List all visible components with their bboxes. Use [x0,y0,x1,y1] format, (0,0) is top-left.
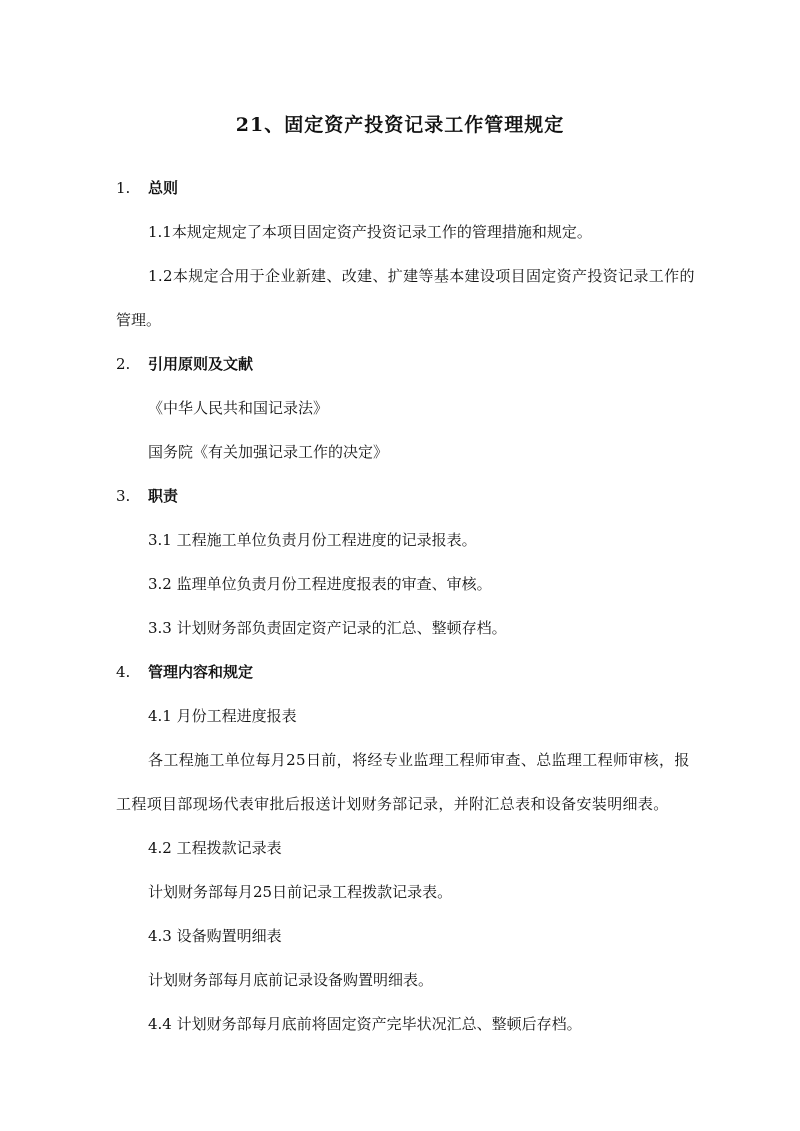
document-title: 21、固定资产投资记录工作管理规定 [235,114,565,136]
subsection-title: 4.2 工程拨款记录表 [148,839,282,857]
reference-item: 国务院《有关加强记录工作的决定》 [148,443,389,461]
section-number: 1. [116,179,131,197]
section-title: 引用原则及文献 [148,355,254,373]
paragraph: 4.4 计划财务部每月底前将固定资产完毕状况汇总、整顿后存档。 [148,1015,582,1033]
subsection-title: 4.1 月份工程进度报表 [148,707,297,725]
section-title: 总则 [148,179,179,197]
paragraph: 各工程施工单位每月25日前，将经专业监理工程师审查、总监理工程师审核，报 [148,751,690,769]
reference-item: 《中华人民共和国记录法》 [148,399,329,417]
section-heading-4 [116,662,253,682]
paragraph: 计划财务部每月25日前记录工程拨款记录表。 [148,883,453,901]
section-title: 管理内容和规定 [148,663,254,681]
section-heading-1 [116,178,178,198]
paragraph: 3.3 计划财务部负责固定资产记录的汇总、整顿存档。 [148,619,507,637]
section-number: 2. [116,355,131,373]
section-heading-2 [116,354,253,374]
paragraph: 管理。 [116,311,162,329]
section-number: 4. [116,663,131,681]
section-number: 3. [116,487,131,505]
paragraph: 计划财务部每月底前记录设备购置明细表。 [148,971,434,989]
subsection-title: 4.3 设备购置明细表 [148,927,282,945]
paragraph: 1.2本规定合用于企业新建、改建、扩建等基本建设项目固定资产投资记录工作的 [148,267,695,285]
paragraph: 1.1本规定规定了本项目固定资产投资记录工作的管理措施和规定。 [148,223,592,241]
section-title: 职责 [148,487,179,505]
paragraph: 工程项目部现场代表审批后报送计划财务部记录，并附汇总表和设备安装明细表。 [116,795,669,813]
paragraph: 3.1 工程施工单位负责月份工程进度的记录报表。 [148,531,477,549]
section-heading-3 [116,486,178,506]
paragraph: 3.2 监理单位负责月份工程进度报表的审查、审核。 [148,575,492,593]
